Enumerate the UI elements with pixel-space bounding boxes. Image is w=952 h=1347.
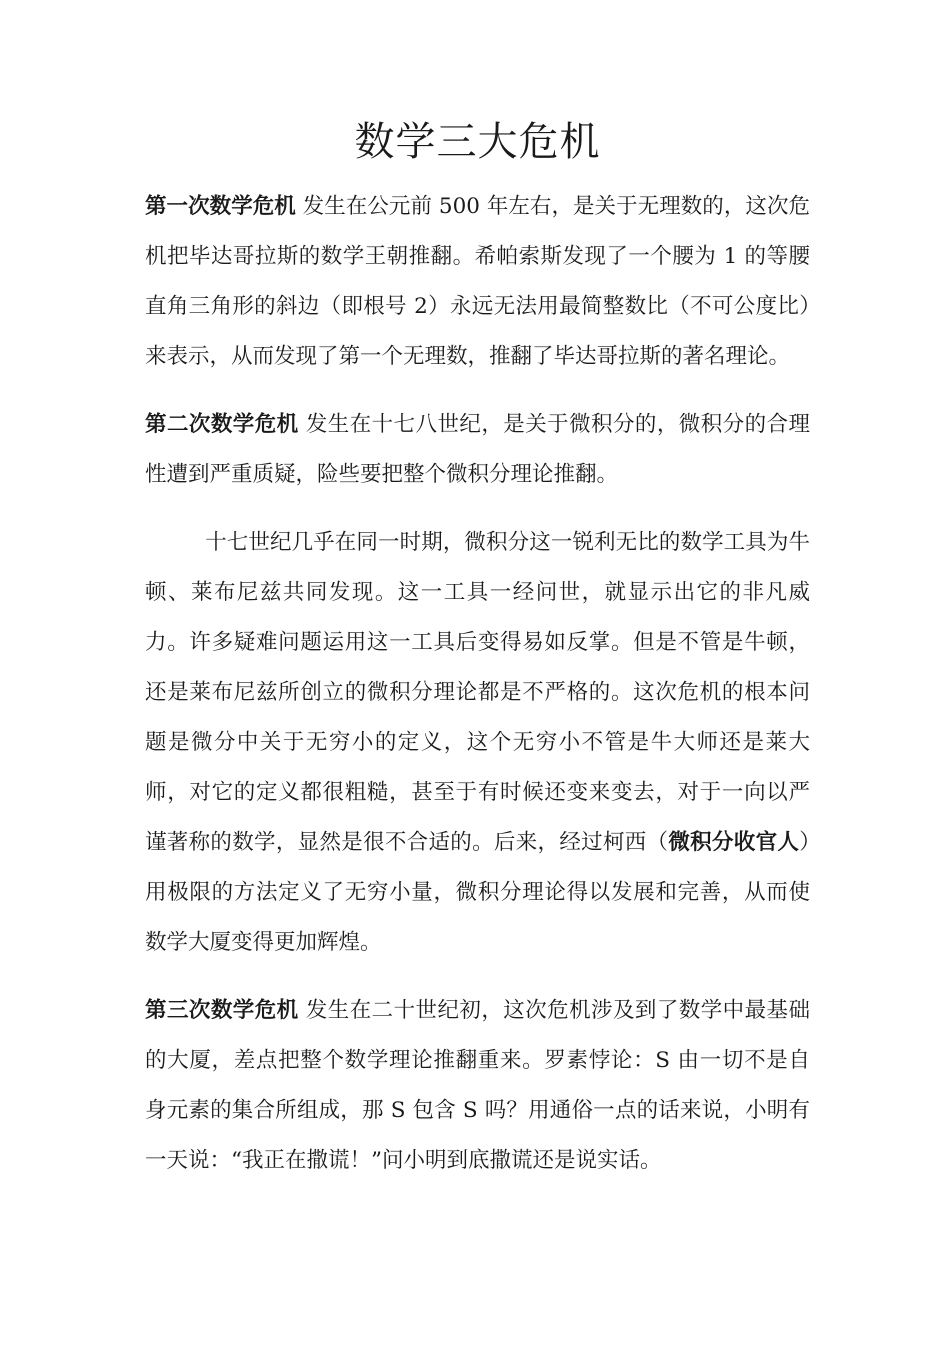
heading-first-crisis: 第一次数学危机 — [145, 194, 296, 219]
text-third-crisis: 发生在二十世纪初，这次危机涉及到了数学中最基础的大厦，差点把整个数学理论推翻重来。罗素悖论：S 由一切不是自身元素的集合所组成，那 S 包含 S 吗？用通俗一点的话来说，小明有一天说：“我正在撒谎！”问小明到底撒谎还是说实话。 — [145, 998, 810, 1173]
text-calculus-before: 十七世纪几乎在同一时期，微积分这一锐利无比的数学工具为牛顿、莱布尼兹共同发现。这一工具一经问世，就显示出它的非凡威力。许多疑难问题运用这一工具后变得易如反掌。但是不管是牛顿，还是莱布尼兹所创立的微积分理论都是不严格的。这次危机的根本问题是微分中关于无穷小的定义，这个无穷小不管是牛大师还是莱大师，对它的定义都很粗糙，甚至于有时候还变来变去，对于一向以严谨著称的数学，显然是很不合适的。后来，经过柯西（ — [145, 530, 810, 855]
paragraph-calculus-detail — [145, 518, 810, 968]
text-second-crisis: 发生在十七八世纪，是关于微积分的，微积分的合理性遭到严重质疑，险些要把整个微积分理论推翻。 — [145, 412, 810, 487]
paragraph-first-crisis — [145, 182, 810, 382]
document-title: 数学三大危机 — [354, 119, 601, 165]
paragraph-third-crisis — [145, 986, 810, 1186]
text-first-crisis: 发生在公元前 500 年左右，是关于无理数的，这次危机把毕达哥拉斯的数学王朝推翻。希帕索斯发现了一个腰为 1 的等腰直角三角形的斜边（即根号 2）永远无法用最简整数比（不可公度比）来表示，从而发现了第一个无理数，推翻了毕达哥拉斯的著名理论。 — [145, 194, 810, 369]
paragraph-second-crisis — [145, 400, 810, 500]
document-page — [145, 110, 810, 1186]
text-calculus-bold: 微积分收官人 — [668, 830, 800, 855]
heading-second-crisis: 第二次数学危机 — [145, 412, 299, 437]
heading-third-crisis: 第三次数学危机 — [145, 998, 299, 1023]
text-calculus-after: ）用极限的方法定义了无穷小量，微积分理论得以发展和完善，从而使数学大厦变得更加辉煌。 — [145, 830, 810, 955]
